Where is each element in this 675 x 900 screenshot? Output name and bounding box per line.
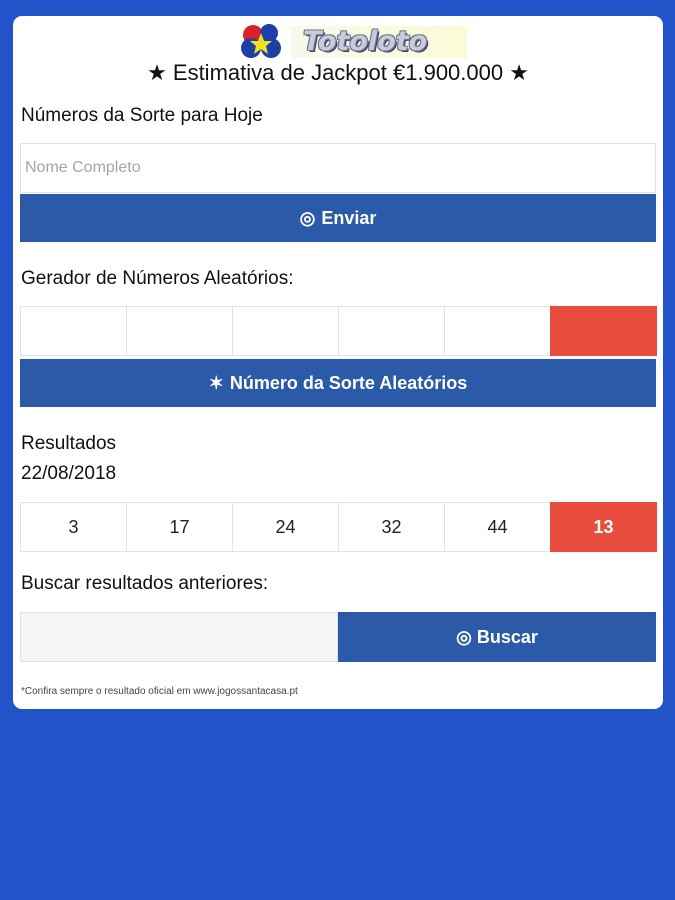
full-name-input[interactable] [20,143,656,193]
generator-cell [444,306,551,356]
result-star-number: 13 [550,502,657,552]
generator-cell [232,306,339,356]
generator-title: Gerador de Números Aleatórios: [21,268,294,289]
send-button[interactable] [20,194,656,242]
search-button[interactable] [338,612,656,662]
results-number-row [20,502,656,552]
main-card [13,16,663,709]
search-button-label: Buscar [476,627,538,647]
disclaimer-text: *Confira sempre o resultado oficial em www.jogossantacasa.pt [21,686,298,697]
lucky-today-title: Números da Sorte para Hoje [21,105,263,126]
target-icon: ◎ [299,208,316,228]
results-date: 22/08/2018 [21,463,117,484]
result-number: 3 [20,502,127,552]
result-number: 44 [444,502,551,552]
previous-results-input[interactable] [20,612,338,662]
send-button-label: Enviar [321,208,377,228]
previous-results-search [20,612,656,662]
random-numbers-label: Número da Sorte Aleatórios [229,373,468,393]
totoloto-logo [237,22,467,62]
generator-cell [338,306,445,356]
clover-logo-icon [237,22,287,62]
asterisk-icon: ✶ [208,373,224,393]
result-number: 17 [126,502,233,552]
result-number: 24 [232,502,339,552]
previous-results-title: Buscar resultados anteriores: [21,573,269,594]
random-numbers-button[interactable] [20,359,656,407]
generator-cell [20,306,127,356]
jackpot-estimate: ★ Estimativa de Jackpot €1.900.000 ★ [147,60,529,85]
generator-number-row [20,306,656,356]
generator-star-cell [550,306,657,356]
results-title: Resultados [21,433,117,454]
generator-cell [126,306,233,356]
target-icon: ◎ [456,627,472,647]
result-number: 32 [338,502,445,552]
logo-wordmark: Totoloto [291,26,467,58]
